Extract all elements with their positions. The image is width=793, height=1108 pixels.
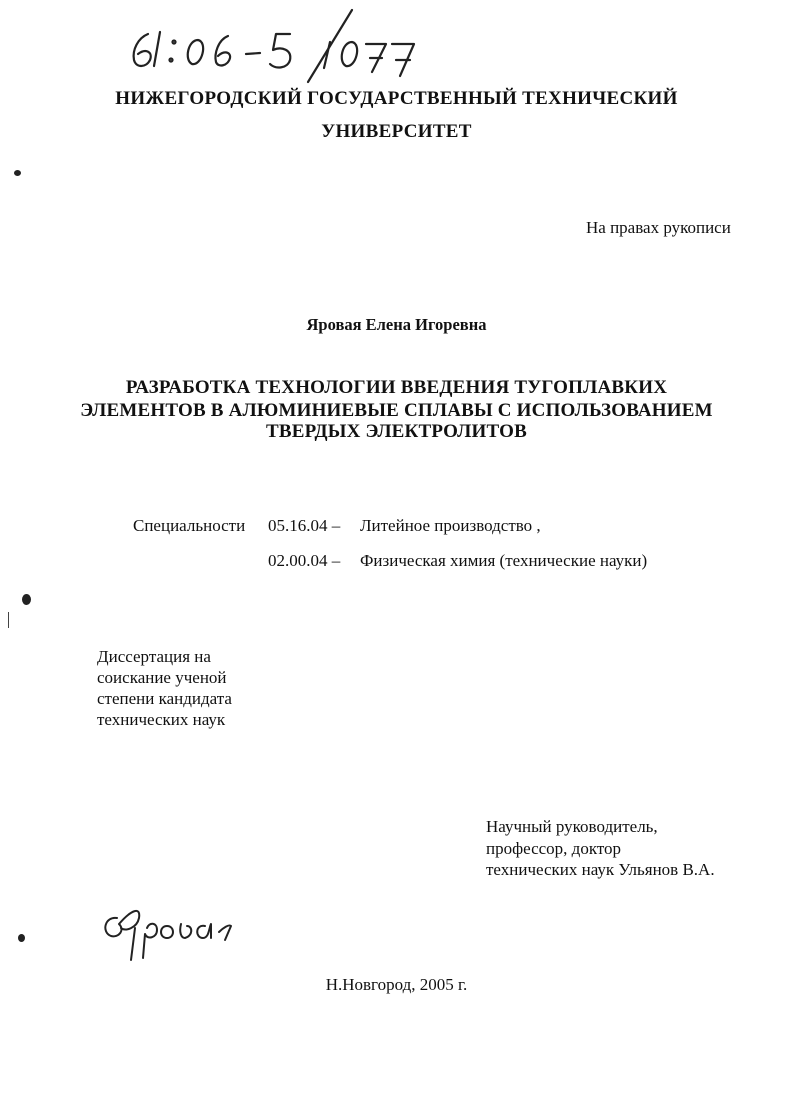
supervisor-line: Научный руководитель, xyxy=(486,817,658,836)
handwritten-code xyxy=(120,2,440,92)
dissertation-line: соискание ученой xyxy=(97,668,227,687)
scan-speck xyxy=(8,612,9,628)
scan-speck xyxy=(18,934,25,942)
specialty-name: Физическая химия (технические науки) xyxy=(360,551,648,570)
rights-note: На правах рукописи xyxy=(586,218,731,237)
dissertation-note xyxy=(97,646,232,730)
author-name: Яровая Елена Игоревна xyxy=(306,315,487,334)
university-name-line2: УНИВЕРСИТЕТ xyxy=(321,121,472,142)
scan-speck xyxy=(22,594,31,605)
specialties-label: Специальности xyxy=(133,516,246,535)
city-year: Н.Новгород, 2005 г. xyxy=(325,975,468,994)
dissertation-line: степени кандидата xyxy=(97,689,232,708)
thesis-title-line2: ЭЛЕМЕНТОВ В АЛЮМИНИЕВЫЕ СПЛАВЫ С ИСПОЛЬЗОВАНИЕМ xyxy=(80,400,713,421)
thesis-title-line1: РАЗРАБОТКА ТЕХНОЛОГИИ ВВЕДЕНИЯ ТУГОПЛАВКИХ xyxy=(125,377,668,398)
specialty-name: Литейное производство , xyxy=(360,516,541,535)
supervisor-line: профессор, доктор xyxy=(486,838,622,858)
thesis-title-line3: ТВЕРДЫХ ЭЛЕКТРОЛИТОВ xyxy=(266,421,527,442)
supervisor-line: технических наук Ульянов В.А. xyxy=(486,860,715,879)
dissertation-line: Диссертация на xyxy=(97,647,211,666)
specialty-code: 05.16.04 – xyxy=(268,516,341,535)
scan-speck xyxy=(14,170,21,176)
specialty-code: 02.00.04 – xyxy=(268,551,341,570)
dissertation-line: технических наук xyxy=(97,710,226,729)
supervisor-block xyxy=(486,816,715,881)
university-name-line1: НИЖЕГОРОДСКИЙ ГОСУДАРСТВЕННЫЙ ТЕХНИЧЕСКИЙ xyxy=(115,88,678,109)
author-signature xyxy=(95,888,245,963)
